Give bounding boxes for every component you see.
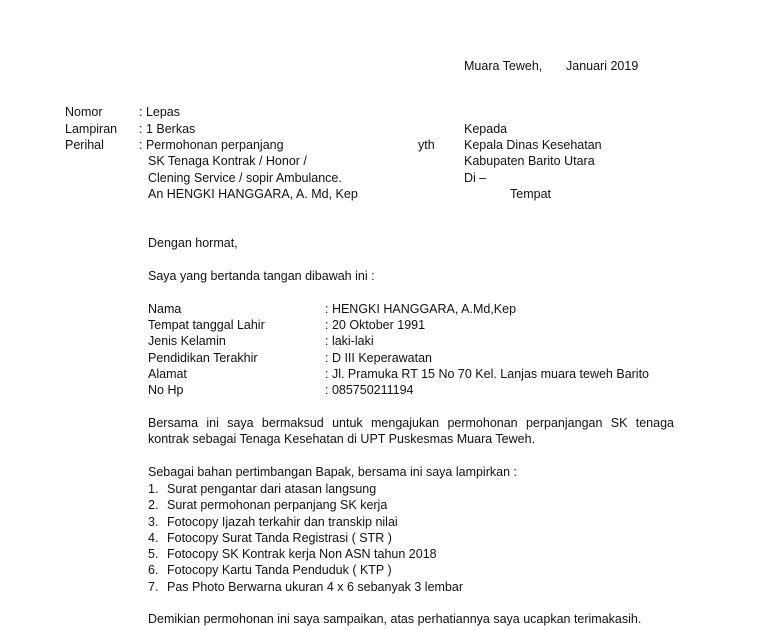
list-number: 1. [148,482,159,496]
recipient-line-3: Kabupaten Barito Utara [464,154,595,168]
list-number: 2. [148,498,159,513]
yth-label: yth [418,138,435,152]
lampiran-value: : 1 Berkas [139,122,196,136]
recipient-line-1: Kepada [464,122,508,136]
identity-value: : laki-laki [325,334,374,348]
intro-text: Saya yang bertanda tangan dibawah ini : [148,269,375,283]
identity-label: Pendidikan Terakhir [148,351,258,365]
closing-text: Demikian permohonan ini saya sampaikan, atas perhatiannya saya ucapkan terimakasih. [148,612,642,626]
list-item [148,514,463,530]
nomor-value: : Lepas [139,105,181,119]
list-number: 5. [148,547,159,562]
attachments-list [148,481,463,595]
list-number: 6. [148,563,159,578]
list-number: 4. [148,530,159,545]
identity-value: : D III Keperawatan [325,351,433,365]
identity-label: Jenis Kelamin [148,334,226,348]
list-item [148,579,463,595]
identity-label: Tempat tanggal Lahir [148,318,265,332]
identity-label: No Hp [148,383,184,397]
identity-value: : Jl. Pramuka RT 15 No 70 Kel. Lanjas muara teweh Barito [325,367,650,381]
identity-value: : 20 Oktober 1991 [325,318,426,332]
list-item [148,562,463,578]
perihal-line-3: Clening Service / sopir Ambulance. [148,171,342,185]
lampiran-label: Lampiran [65,122,118,136]
list-text: Surat pengantar dari atasan langsung [167,482,377,496]
list-number: 3. [148,514,159,529]
list-item [148,497,463,513]
perihal-label: Perihal [65,138,104,152]
nomor-label: Nomor [65,105,103,119]
recipient-line-5: Tempat [510,187,551,201]
list-text: Fotocopy Surat Tanda Registrasi ( STR ) [167,530,392,545]
identity-label: Nama [148,302,182,316]
identity-value: : 085750211194 [325,383,414,397]
identity-value: : HENGKI HANGGARA, A.Md,Kep [325,302,517,316]
list-text: Fotocopy Ijazah terkahir dan transkip nilai [167,514,398,529]
list-number: 7. [148,579,159,594]
attachments-intro: Sebagai bahan pertimbangan Bapak, bersama ini saya lampirkan : [148,465,517,479]
list-item [148,546,463,562]
list-text: Pas Photo Berwarna ukuran 4 x 6 sebanyak 3 lembar [167,579,464,594]
list-item [148,530,463,546]
list-text: Surat permohonan perpanjang SK kerja [167,498,388,513]
letter-date: Januari 2019 [566,59,639,73]
perihal-line-2: SK Tenaga Kontrak / Honor / [148,154,307,168]
recipient-line-2: Kepala Dinas Kesehatan [464,138,602,152]
body-paragraph: Bersama ini saya bermaksud untuk mengajukan permohonan perpanjangan SK tenaga kontrak sebagai Tenaga Kesehatan di UPT Puskesmas Muara Teweh. [148,416,674,446]
greeting: Dengan hormat, [148,236,238,250]
perihal-line-4: An HENGKI HANGGARA, A. Md, Kep [148,187,358,201]
list-item [148,481,463,497]
list-text: Fotocopy SK Kontrak kerja Non ASN tahun 2018 [167,547,437,562]
identity-label: Alamat [148,367,187,381]
list-text: Fotocopy Kartu Tanda Penduduk ( KTP ) [167,563,392,578]
perihal-line-1: : Permohonan perpanjang [139,138,284,152]
recipient-line-4: Di – [464,171,487,185]
letter-place: Muara Teweh, [464,59,543,73]
